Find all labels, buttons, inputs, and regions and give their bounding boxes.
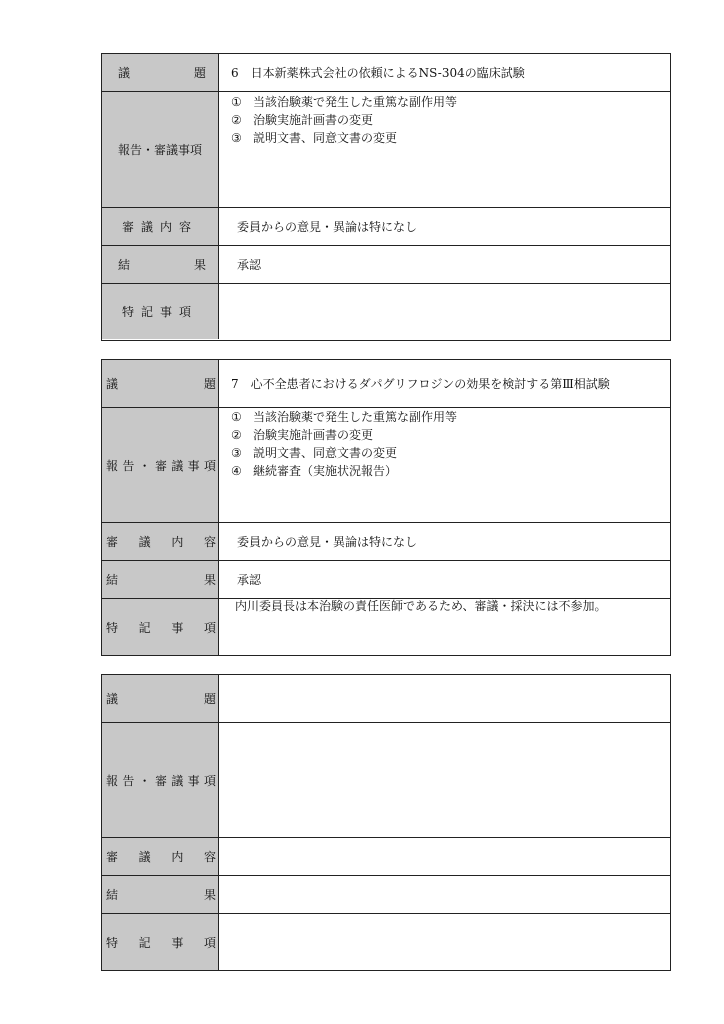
report-label: 報 告 ・ 審 議 事 項	[102, 408, 219, 522]
result-row	[102, 875, 670, 913]
result-value: 承認	[237, 258, 262, 272]
result-row	[102, 245, 670, 283]
agenda-title	[219, 675, 670, 722]
notes-row	[102, 913, 670, 970]
agenda-title: 7 心不全患者におけるダパグリフロジンの効果を検討する第Ⅲ相試験	[231, 377, 610, 391]
deliberation-value	[219, 838, 670, 875]
report-items	[219, 408, 670, 522]
agenda-title: 6 日本新薬株式会社の依頼によるNS-304の臨床試験	[231, 66, 525, 80]
notes-label: 特記事項	[102, 284, 219, 339]
notes-value: 内川委員長は本治験の責任医師であるため、審議・採決には不参加。	[235, 599, 607, 613]
list-item: ② 治験実施計画書の変更	[231, 113, 374, 127]
title-label: 議 題	[102, 675, 219, 722]
agenda-table-2	[101, 359, 671, 656]
notes-label: 特 記 事 項	[102, 914, 219, 970]
report-label: 報告・審議事項	[102, 92, 219, 207]
report-label: 報 告 ・ 審 議 事 項	[102, 723, 219, 837]
title-row	[102, 675, 670, 722]
result-label: 結 果	[102, 246, 219, 283]
result-value	[219, 876, 670, 913]
notes-value	[219, 284, 670, 339]
notes-row	[102, 598, 670, 655]
title-label: 議 題	[102, 360, 219, 407]
report-row	[102, 91, 670, 207]
report-items	[219, 723, 670, 837]
deliberation-value: 委員からの意見・異論は特になし	[237, 535, 418, 549]
agenda-table-3	[101, 674, 671, 971]
deliberation-value: 委員からの意見・異論は特になし	[237, 220, 418, 234]
report-items	[219, 92, 670, 207]
result-label: 結 果	[102, 561, 219, 598]
deliberation-label: 審 議 内 容	[102, 523, 219, 560]
list-item: ③ 説明文書、同意文書の変更	[231, 131, 398, 145]
list-item: ③ 説明文書、同意文書の変更	[231, 446, 398, 460]
report-row	[102, 407, 670, 522]
notes-row	[102, 283, 670, 339]
title-label: 議 題	[102, 54, 219, 91]
deliberation-row	[102, 837, 670, 875]
deliberation-row	[102, 522, 670, 560]
list-item: ① 当該治験薬で発生した重篤な副作用等	[231, 95, 458, 109]
report-row	[102, 722, 670, 837]
list-item: ④ 継続審査（実施状況報告）	[231, 464, 398, 478]
result-label: 結 果	[102, 876, 219, 913]
deliberation-label: 審議内容	[102, 208, 219, 245]
list-item: ② 治験実施計画書の変更	[231, 428, 374, 442]
list-item: ① 当該治験薬で発生した重篤な副作用等	[231, 410, 458, 424]
deliberation-row	[102, 207, 670, 245]
result-row	[102, 560, 670, 598]
result-value: 承認	[237, 573, 262, 587]
deliberation-label: 審 議 内 容	[102, 838, 219, 875]
agenda-table-1	[101, 53, 671, 341]
notes-value	[219, 914, 670, 970]
title-row	[102, 54, 670, 91]
title-row	[102, 360, 670, 407]
notes-label: 特 記 事 項	[102, 599, 219, 655]
